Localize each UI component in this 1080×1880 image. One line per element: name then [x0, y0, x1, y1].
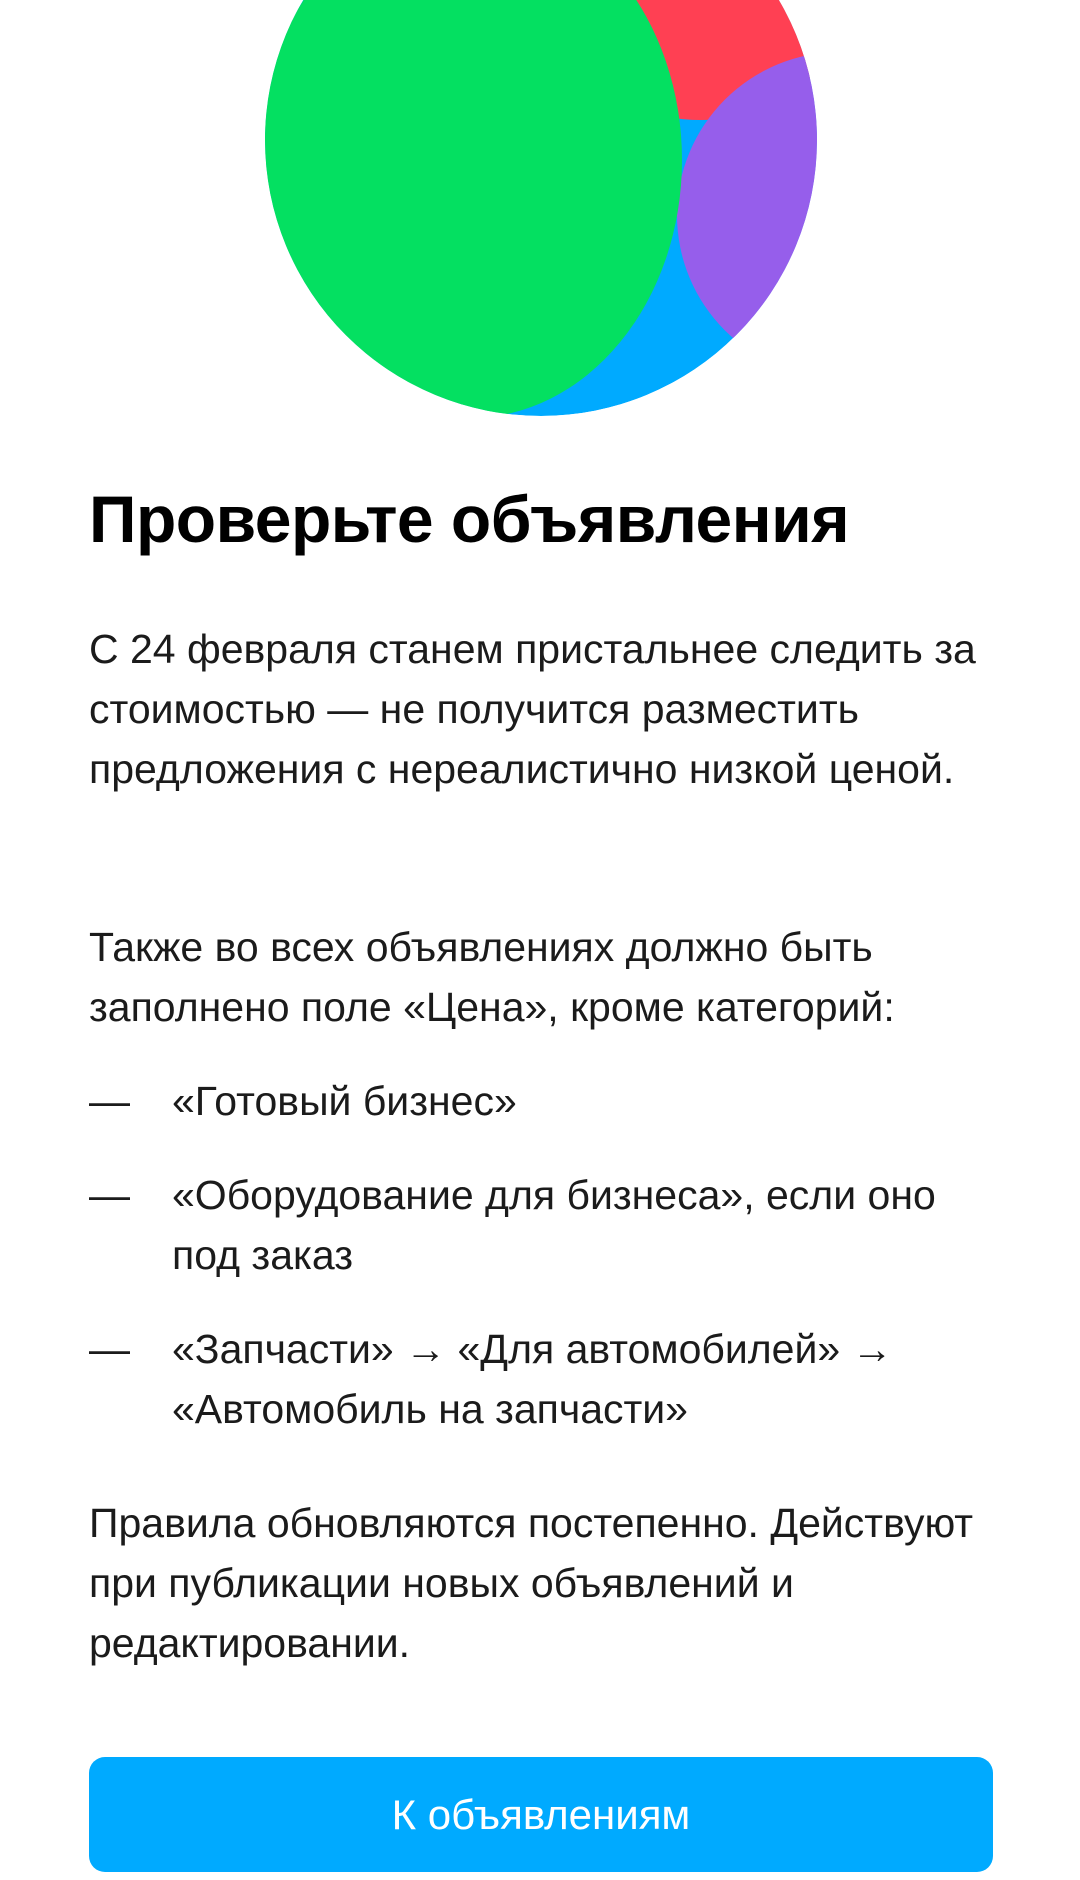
hero-illustration [0, 0, 1080, 430]
avito-circles-icon [0, 0, 1080, 430]
hero-purple-circle [677, 52, 1003, 378]
list-dash: — [89, 1326, 130, 1372]
rules-note-text: Правила обновляются постепенно. Действуют при публикации новых объявлений и редактировании. [89, 1500, 974, 1666]
list-item [89, 1071, 1009, 1131]
exception-list [89, 1071, 1009, 1473]
list-item [89, 1319, 1009, 1439]
intro-text: С 24 февраля станем пристальнее следить за стоимостью — не получится разместить предложения с нереалистично низкой ценой. [89, 626, 976, 792]
price-requirement-text: Также во всех объявлениях должно быть заполнено поле «Цена», кроме категорий: [89, 924, 895, 1030]
list-dash: — [89, 1078, 130, 1124]
list-dash: — [89, 1172, 130, 1218]
page-title: Проверьте объявления [89, 482, 850, 556]
list-item-text: «Оборудование для бизнеса», если оно под заказ [172, 1172, 936, 1278]
list-item [89, 1165, 1009, 1285]
list-item-text: «Готовый бизнес» [172, 1078, 517, 1124]
list-item-text: «Запчасти» → «Для автомобилей» → «Автомобиль на запчасти» [172, 1326, 893, 1432]
go-to-ads-button[interactable]: К объявлениям [89, 1757, 993, 1872]
